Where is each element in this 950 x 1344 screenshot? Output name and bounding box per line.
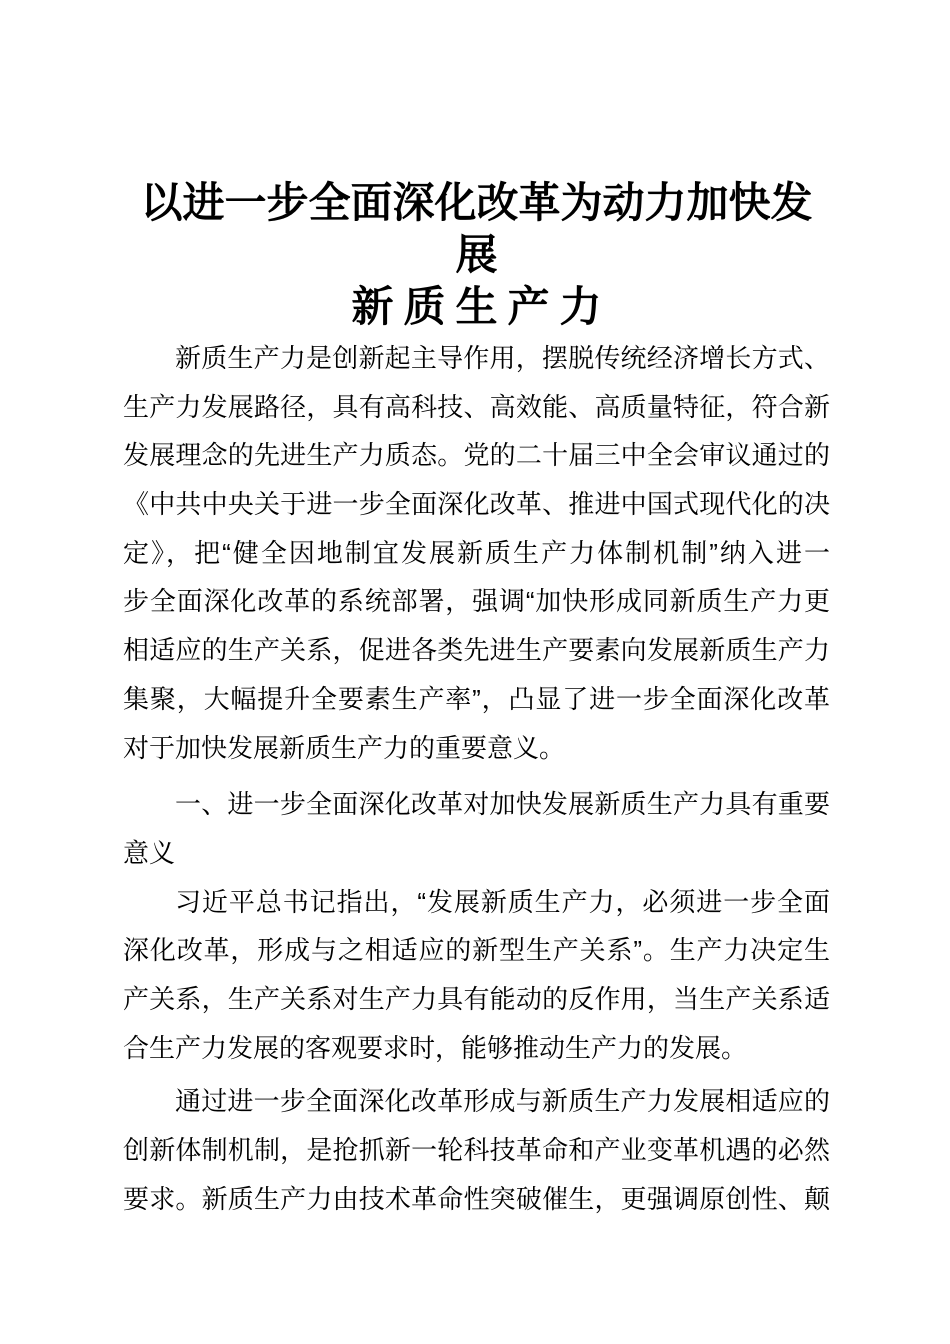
- text-line: 生产力发展路径，具有高科技、高效能、高质量特征，符合新: [123, 391, 830, 422]
- text-line: 新质生产力是创新起主导作用，摆脱传统经济增长方式、: [175, 343, 830, 373]
- text-line: 通过进一步全面深化改革形成与新质生产力发展相适应的: [175, 1086, 830, 1117]
- text-line: 深化改革，形成与之相适应的新型生产关系”。生产力决定生: [123, 935, 830, 966]
- title-line-2: 新质生产力: [351, 285, 612, 331]
- text-line: 相适应的生产关系，促进各类先进生产要素向发展新质生产力: [123, 635, 830, 666]
- text-line: 创新体制机制，是抢抓新一轮科技革命和产业变革机遇的必然: [123, 1135, 830, 1165]
- paragraph-reform: [123, 1077, 830, 1223]
- text-line: 《中共中央关于进一步全面深化改革、推进中国式现代化的决: [123, 489, 830, 520]
- text-line: 发展理念的先进生产力质态。党的二十届三中全会审议通过的: [123, 440, 830, 471]
- paragraph-quote: [123, 878, 830, 1073]
- section-heading-1: [123, 780, 830, 877]
- text-line: 合生产力发展的客观要求时，能够推动生产力的发展。: [123, 1032, 748, 1063]
- text-line: 产关系，生产关系对生产力具有能动的反作用，当生产关系适: [123, 983, 830, 1014]
- text-line: 步全面深化改革的系统部署，强调“加快形成同新质生产力更: [123, 586, 830, 617]
- text-line: 对于加快发展新质生产力的重要意义。: [123, 732, 566, 763]
- title-line-1: 以进一步全面深化改革为动力加快发展: [140, 181, 813, 279]
- text-line: 集聚，大幅提升全要素生产率”，凸显了进一步全面深化改革: [123, 683, 830, 714]
- text-line: 习近平总书记指出，“发展新质生产力，必须进一步全面: [175, 886, 830, 917]
- paragraph-intro: [123, 334, 830, 772]
- text-line: 定》，把“健全因地制宜发展新质生产力体制机制”纳入进一: [123, 537, 830, 568]
- document-title: [123, 178, 830, 334]
- text-line: 要求。新质生产力由技术革命性突破催生，更强调原创性、颠: [123, 1183, 830, 1214]
- heading-line: 意义: [123, 837, 176, 868]
- heading-line: 一、进一步全面深化改革对加快发展新质生产力具有重要: [175, 789, 830, 820]
